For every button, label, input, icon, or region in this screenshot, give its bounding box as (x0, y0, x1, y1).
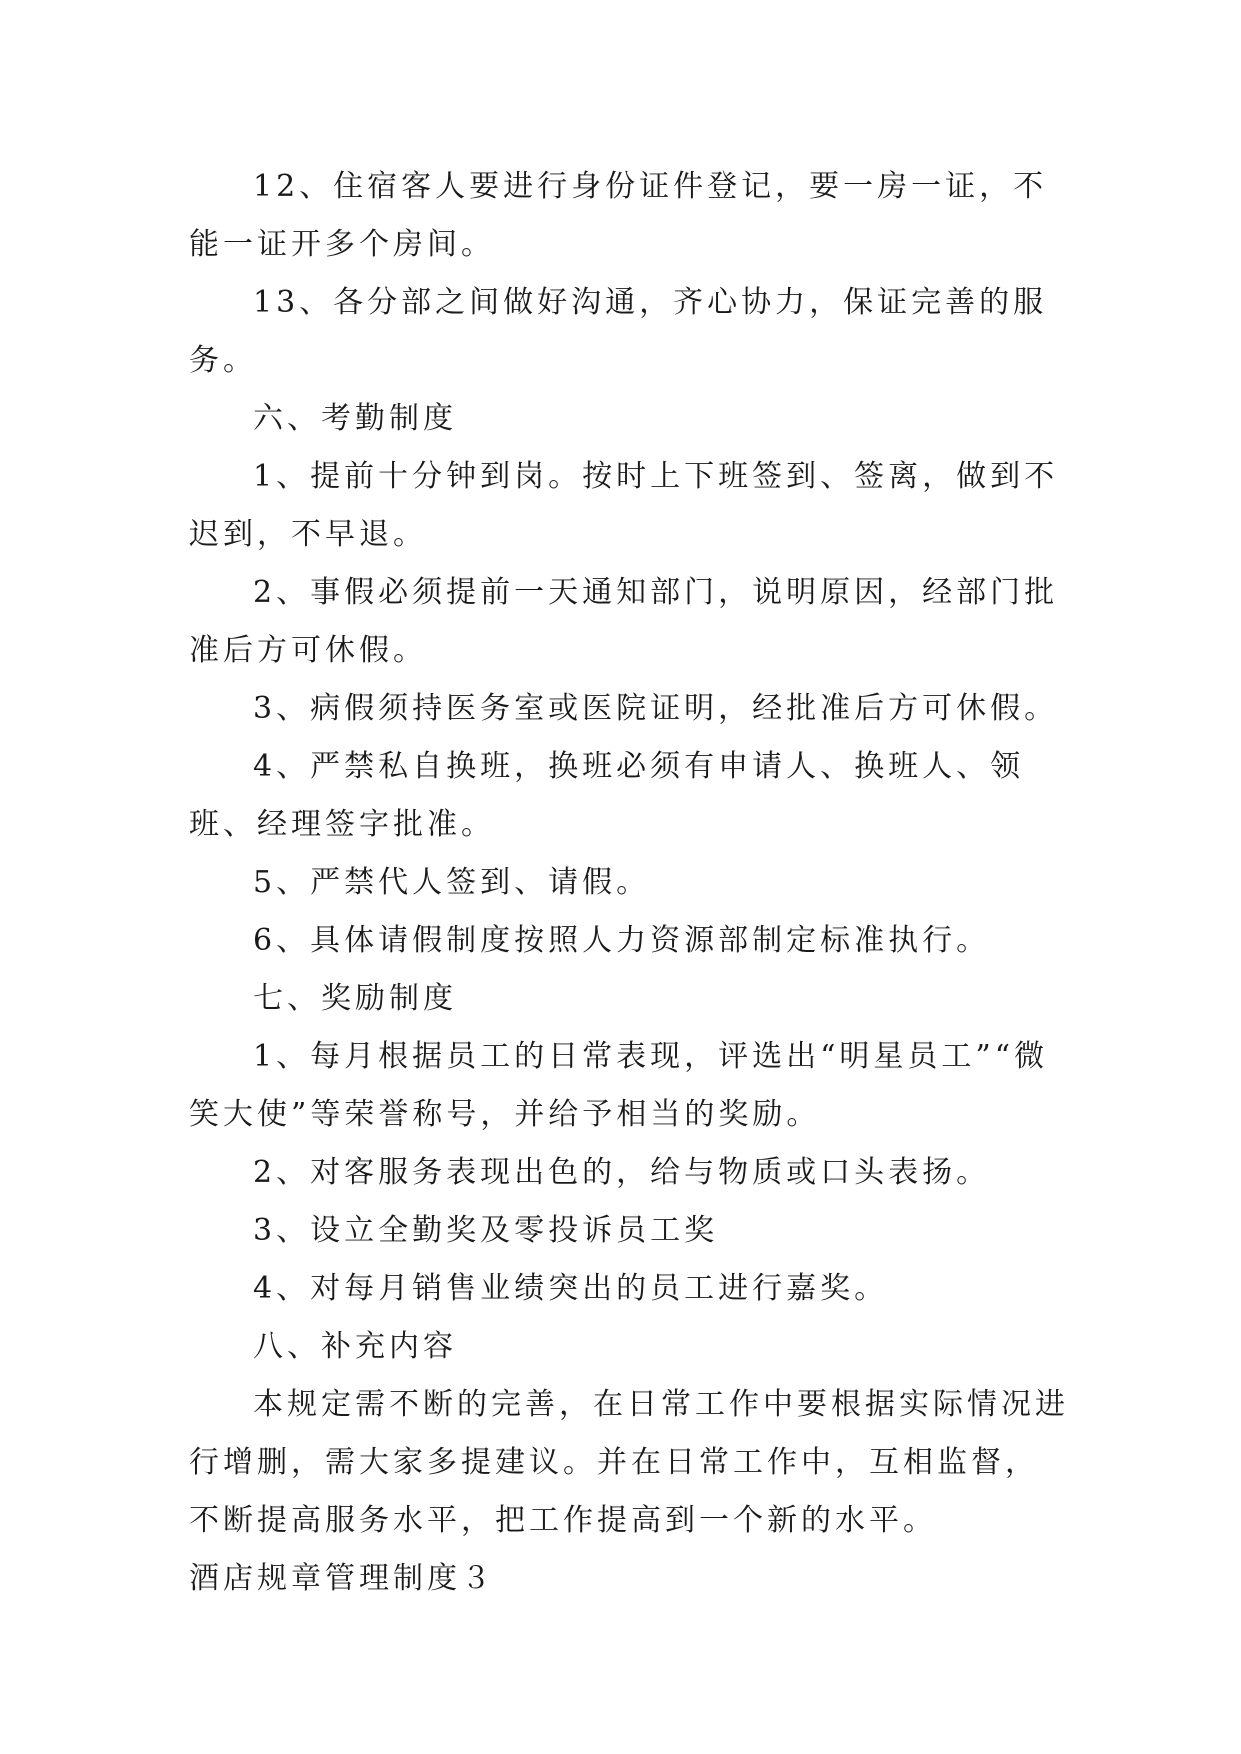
paragraph-supplement: 本规定需不断的完善，在日常工作中要根据实际情况进行增删，需大家多提建议。并在日常工作中，互相监督，不断提高服务水平，把工作提高到一个新的水平。 (189, 1387, 1069, 1538)
section-heading-rewards: 七、奖励制度 (253, 981, 457, 1016)
paragraph-item-13: 13、各分部之间做好沟通，齐心协力，保证完善的服务。 (189, 285, 1048, 378)
paragraph-item-12: 12、住宿客人要进行身份证件登记，要一房一证，不能一证开多个房间。 (189, 169, 1048, 262)
paragraph-rewards-4: 4、对每月销售业绩突出的员工进行嘉奖。 (253, 1271, 889, 1306)
paragraph-attendance-3: 3、病假须持医务室或医院证明，经批准后方可休假。 (253, 691, 1059, 726)
paragraph-attendance-2: 2、事假必须提前一天通知部门，说明原因，经部门批准后方可休假。 (189, 575, 1059, 668)
paragraph-rewards-3: 3、设立全勤奖及零投诉员工奖 (253, 1213, 719, 1248)
section-heading-supplement: 八、补充内容 (253, 1329, 457, 1364)
paragraph-attendance-1: 1、提前十分钟到岗。按时上下班签到、签离，做到不迟到，不早退。 (189, 459, 1059, 552)
section-heading-attendance: 六、考勤制度 (253, 401, 457, 436)
document-title-next: 酒店规章管理制度３ (189, 1561, 495, 1596)
paragraph-rewards-1: 1、每月根据员工的日常表现，评选出“明星员工”“微笑大使”等荣誉称号，并给予相当的奖励。 (189, 1039, 1049, 1132)
paragraph-rewards-2: 2、对客服务表现出色的，给与物质或口头表扬。 (253, 1155, 991, 1190)
paragraph-attendance-5: 5、严禁代人签到、请假。 (253, 865, 651, 900)
paragraph-attendance-6: 6、具体请假制度按照人力资源部制定标准执行。 (253, 923, 991, 958)
document-body (189, 158, 1069, 1608)
paragraph-attendance-4: 4、严禁私自换班，换班必须有申请人、换班人、领班、经理签字批准。 (189, 749, 1025, 842)
